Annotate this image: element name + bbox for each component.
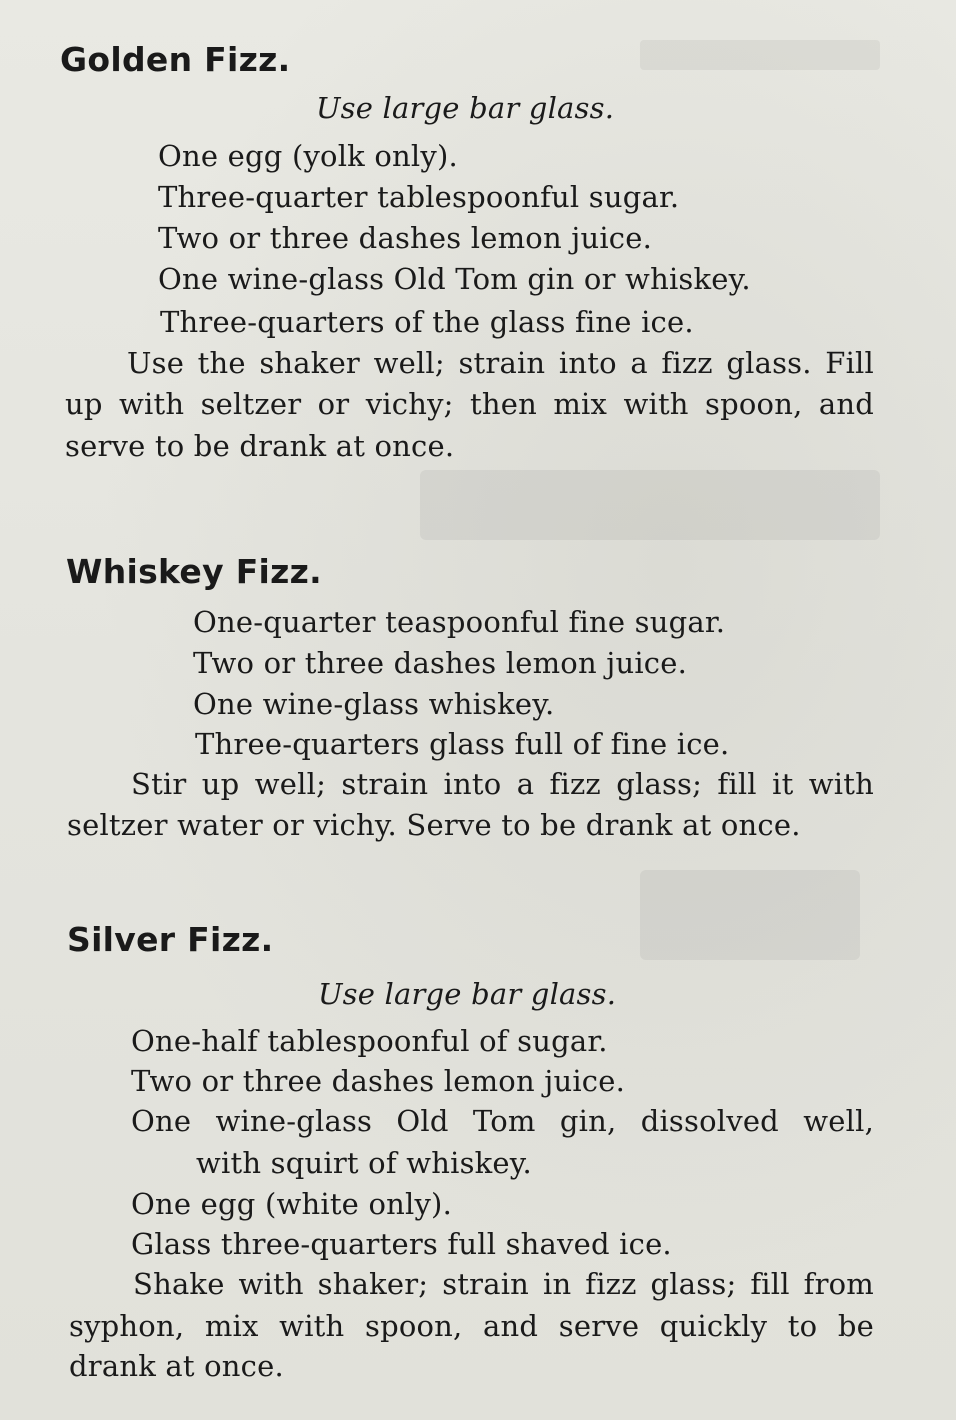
directions-line: Stir up well; strain into a fizz glass; fill it with <box>131 767 874 801</box>
ingredient-line: One-half tablespoonful of sugar. <box>131 1024 608 1058</box>
ingredient-line: Three-quarters glass full of fine ice. <box>195 727 730 761</box>
directions-line: seltzer water or vichy. Serve to be drank at once. <box>67 808 801 842</box>
ingredient-line: Two or three dashes lemon juice. <box>131 1064 626 1098</box>
recipe-title-silver-fizz: Silver Fizz. <box>67 920 274 959</box>
ingredient-line: Three-quarters of the glass fine ice. <box>160 305 694 339</box>
show-through-smudge <box>420 470 880 540</box>
ingredient-line: One egg (white only). <box>131 1187 452 1221</box>
ingredient-line: One wine-glass Old Tom gin or whiskey. <box>158 262 751 296</box>
glass-note-silver-fizz: Use large bar glass. <box>318 977 617 1011</box>
show-through-smudge <box>640 40 880 70</box>
directions-line: up with seltzer or vichy; then mix with spoon, and <box>65 387 874 421</box>
glass-note-golden-fizz: Use large bar glass. <box>316 91 615 125</box>
directions-line: syphon, mix with spoon, and serve quickly to be <box>69 1309 874 1343</box>
show-through-smudge <box>640 870 860 960</box>
directions-line: Use the shaker well; strain into a fizz glass. Fill <box>127 346 874 380</box>
ingredient-line: One wine-glass whiskey. <box>193 687 555 721</box>
ingredient-line: One wine-glass Old Tom gin, dissolved well, <box>131 1104 874 1138</box>
ingredient-line: One-quarter teaspoonful fine sugar. <box>193 605 726 639</box>
directions-line: Shake with shaker; strain in fizz glass; fill from <box>133 1267 874 1301</box>
ingredient-line: Glass three-quarters full shaved ice. <box>131 1227 672 1261</box>
ingredient-line: Two or three dashes lemon juice. <box>193 646 688 680</box>
ingredient-line: Three-quarter tablespoonful sugar. <box>158 180 680 214</box>
directions-line: serve to be drank at once. <box>65 429 455 463</box>
recipe-title-golden-fizz: Golden Fizz. <box>60 40 291 79</box>
ingredient-line: One egg (yolk only). <box>158 139 458 173</box>
ingredient-line: Two or three dashes lemon juice. <box>158 221 653 255</box>
recipe-title-whiskey-fizz: Whiskey Fizz. <box>66 552 322 591</box>
ingredient-line-continued: with squirt of whiskey. <box>196 1146 532 1180</box>
directions-line: drank at once. <box>69 1349 284 1383</box>
